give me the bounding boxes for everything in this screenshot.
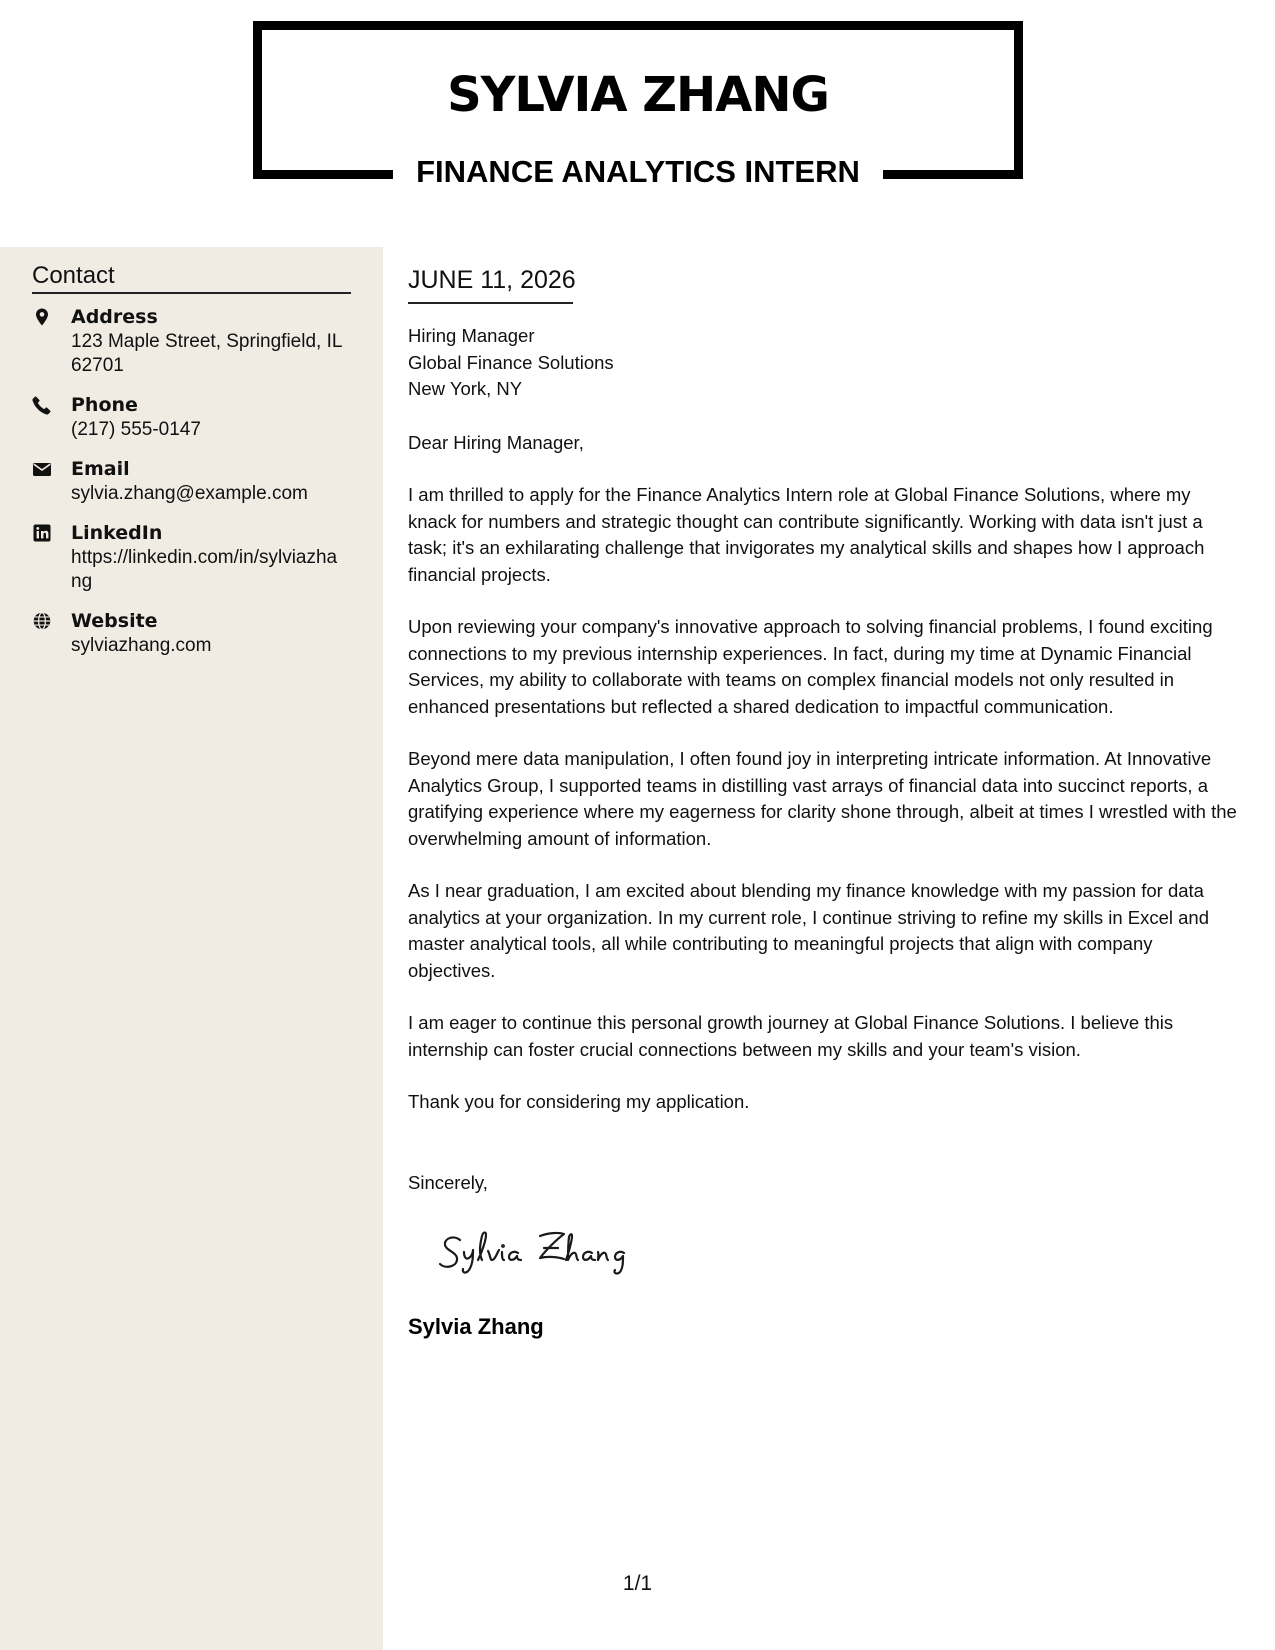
recipient-title: Hiring Manager bbox=[408, 325, 535, 346]
contact-label: Website bbox=[71, 610, 158, 632]
contact-label: Email bbox=[71, 458, 130, 480]
letter-paragraph: Upon reviewing your company's innovative approach to solving financial problems, I found exciting connections to my previous internship experiences. In fact, during my time at Dynamic Financial Services, my ability to collaborate with teams on complex financial models not only resulted in enhanced presentations but reflected a shared dedication to impactful communication. bbox=[408, 616, 1213, 717]
linkedin-icon bbox=[32, 523, 54, 545]
date-divider bbox=[408, 302, 573, 304]
letter-paragraph: As I near graduation, I am excited about blending my finance knowledge with my passion for data analytics at your organization. In my current role, I continue striving to refine my skills in Excel and master analytical tools, all while contributing to meaningful projects that align with company objectives. bbox=[408, 880, 1209, 981]
recipient-company: Global Finance Solutions bbox=[408, 351, 614, 373]
recipient-block bbox=[408, 323, 614, 403]
contact-heading: Contact bbox=[32, 262, 115, 289]
contact-label: LinkedIn bbox=[71, 522, 163, 544]
email-value: sylvia.zhang@example.com bbox=[71, 483, 308, 504]
handwritten-signature bbox=[438, 1222, 668, 1282]
envelope-icon bbox=[32, 459, 54, 481]
header-frame-bottom-right bbox=[883, 170, 1023, 179]
job-title: FINANCE ANALYTICS INTERN bbox=[416, 154, 860, 189]
letter-paragraph: I am thrilled to apply for the Finance Analytics Intern role at Global Finance Solutions, where my knack for numbers and strategic thought can contribute significantly. Working with data isn't just a task; it's an exhilarating challenge that invigorates my analytical skills and shapes how I approach financial projects. bbox=[408, 484, 1205, 585]
linkedin-value[interactable]: https://linkedin.com/in/sylviazhang bbox=[71, 547, 338, 592]
salutation: Dear Hiring Manager, bbox=[408, 432, 584, 453]
letter-date: JUNE 11, 2026 bbox=[408, 266, 576, 294]
closing: Sincerely, bbox=[408, 1172, 488, 1193]
contact-divider bbox=[32, 292, 351, 294]
recipient-location: New York, NY bbox=[408, 378, 523, 399]
letter-paragraph: I am eager to continue this personal growth journey at Global Finance Solutions. I believe this internship can foster crucial connections between my skills and your team's vision. bbox=[408, 1012, 1174, 1060]
website-value[interactable]: sylviazhang.com bbox=[71, 635, 212, 656]
contact-sidebar bbox=[0, 247, 383, 1650]
contact-label: Address bbox=[71, 306, 158, 328]
map-pin-icon bbox=[32, 307, 54, 329]
page-number: 1/1 bbox=[622, 1572, 653, 1595]
phone-icon bbox=[32, 395, 54, 417]
address-value: 123 Maple Street, Springfield, IL 62701 bbox=[71, 331, 342, 376]
applicant-name: SYLVIA ZHANG bbox=[447, 67, 829, 123]
globe-icon bbox=[32, 611, 54, 633]
header-frame-bottom-left bbox=[253, 170, 393, 179]
letter-paragraph: Beyond mere data manipulation, I often found joy in interpreting intricate information. At Innovative Analytics Group, I supported teams in distilling vast arrays of financial data into succinct reports, a gratifying experience where my eagerness for clarity shone through, albeit at times I wrestled with the overwhelming amount of information. bbox=[408, 748, 1237, 849]
signed-name: Sylvia Zhang bbox=[408, 1314, 544, 1339]
contact-label: Phone bbox=[71, 394, 138, 416]
letter-paragraph: Thank you for considering my application. bbox=[408, 1091, 750, 1112]
letter-paragraphs bbox=[408, 482, 1238, 1142]
phone-value: (217) 555-0147 bbox=[71, 419, 201, 440]
